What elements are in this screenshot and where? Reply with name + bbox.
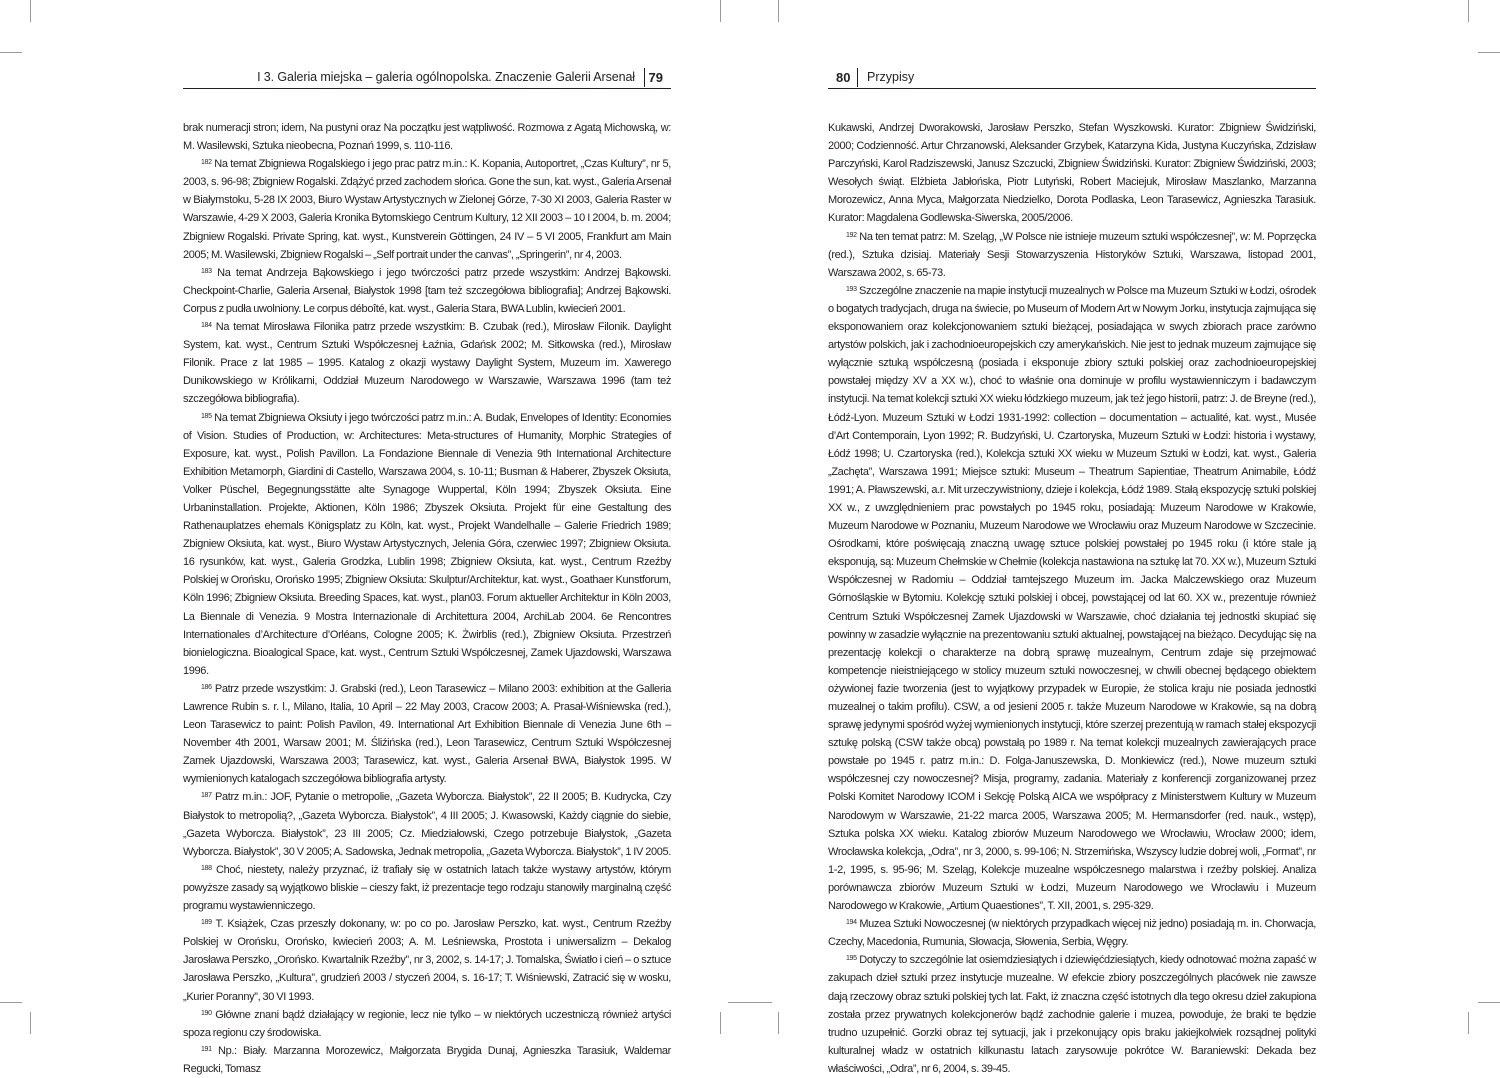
crop-mark: [0, 52, 22, 53]
footnote-number: 194: [846, 919, 857, 927]
footnote-text: T. Książek, Czas przeszły dokonany, w: po co po. Jarosław Perszko, kat. wyst., Centrum Rzeźby Polskiej w Orońsku, Orońsko, kwiecień 2003; A. M. Leśniewska, Prostota i uniwersalizm – Dekalog Jarosława Perszko, „Orońsko. Kwartalnik Rzeźby”, nr 3, 2002, s. 14-17; J. Tomalska, Światło i cień – o sztuce Jarosława Perszko, „Kultura”, grudzień 2003 / styczeń 2004, s. 16-17; T. Wiśniewski, Zatracić się w wosku, „Kurier Poranny”, 30 VI 1993.: [183, 918, 671, 1003]
running-header-title: Przypisy: [867, 70, 915, 84]
crop-mark: [750, 1002, 772, 1003]
crop-mark: [720, 1012, 721, 1034]
footnote: [183, 915, 671, 1005]
footnote-number: 193: [846, 285, 857, 293]
footnote: [828, 228, 1316, 282]
footnote-text: Patrz przede wszystkim: J. Grabski (red.), Leon Tarasewicz – Milano 2003: exhibition at the Galleria Lawrence Rubin s. r. l., Milano, Italia, 10 April – 22 May 2003, Cracow 2003; A. Prasał-Wiśniewska (red.), Leon Tarasewicz to paint: Polish Pavilon, 49. International Art Exhibition Biennale di Venezia June 6th – November 4th 2001, Warsaw 2001; M. Śliźińska (red.), Leon Tarasewicz, Centrum Sztuki Współczesnej Zamek Ujazdowski, Warszawa 2003; Tarasewicz, kat. wyst., Galeria Arsenał BWA, Białystok 1995. W wymienionych katalogach szczegółowa bibliografia artysty.: [183, 682, 671, 786]
footnote-number: 192: [846, 231, 857, 239]
crop-mark: [1468, 1012, 1469, 1034]
footnote: [183, 861, 671, 915]
footnote-continuation: [828, 119, 1316, 228]
footnote-text: Patrz m.in.: JOF, Pytanie o metropolie, „Gazeta Wyborcza. Białystok”, 22 II 2005; B. Kudrycka, Czy Białystok to metropolią?, „Gazeta Wyborcza. Białystok”, 4 III 2005; J. Kwasowski, Każdy ciągnie do siebie, „Gazeta Wyborcza. Białystok”, 23 III 2005; Cz. Miedziałowski, Czego potrzebuje Białystok, „Gazeta Wyborcza. Białystok”, 30 V 2005; A. Sadowska, Jednak metropolia, „Gazeta Wyborcza. Białystok”, 1 IV 2005.: [183, 791, 671, 858]
footnote-text: Główne znani bądź działający w regionie, lecz nie tylko – w niektórych uczestniczą również artyści spoza regionu czy środowiska.: [183, 1008, 671, 1039]
footnote: [183, 264, 671, 318]
footnote-text: Choć, niestety, należy przyznać, iż trafiały się w ostatnich latach także wystawy artystów, którym powyższe zasady są wyjątkowo bliskie – cieszy fakt, iż prezentacje tego rodzaju stanowiły marginalną część programu wystawienniczego.: [183, 863, 671, 913]
footnote: [183, 788, 671, 860]
footnote-text: Na temat Zbigniewa Oksiuty i jego twórczości patrz m.in.: A. Budak, Envelopes of Identity: Economies of Vision. Studies of Production, w: Architectures: Meta-structures of Humanity, Morphic Strategies of Exposure, kat. wyst., Polish Pavillon. La Fondazione Biennale di Venezia 9th International Architecture Exhibition Metamorph, Giardini di Castello, Warszawa 2004, s. 10-11; Busman & Haberer, Zbyszek Oksiuta, Volker Püschel, Begegnungsstätte alte Synagoge Wuppertal, Köln 1994; Zbyszek Oksiuta. Eine Urbaninstallation. Projekte, Aktionen, Köln 1986; Zbyszek Oksiuta. Projekt für eine Gestaltung des Rathenauplatzes ehemals Königsplatz zu Köln, kat. wyst., Projekt Wandelhalle – Galerie Friedrich 1989; Zbigniew Oksiuta, kat. wyst., Biuro Wystaw Artystycznych, Jelenia Góra, czerwiec 1997; Zbigniew Oksiuta. 16 rysunków, kat. wyst., Galeria Grodzka, Lublin 1998; Zbigniew Oksiuta, kat. wyst., Centrum Rzeźby Polskiej w Orońsku, Orońsko 1995; Zbigniew Oksiuta: Skulptur/Architektur, kat. wyst., Goathaer Kunstforum, Köln 1996; Zbigniew Oksiuta. Breeding Spaces, kat. wyst., plan03. Forum aktueller Architektur in Köln 2003, La Biennale di Venezia. 9 Mostra Internazionale di Architettura 2004, ArchiLab 2004. 6e Rencontres Internationales d’Architecture d’Orléans, Cologne 2005; K. Żwirblis (red.), Zbigniew Oksiuta. Przestrzeń bionielogiczna. Bioalogical Space, kat. wyst., Centrum Sztuki Współczesnej, Zamek Ujazdowski, Warszawa 1996.: [183, 411, 671, 677]
footnote-number: 183: [201, 267, 212, 275]
crop-mark: [1478, 52, 1500, 53]
footnote-text: Kukawski, Andrzej Dworakowski, Jarosław Perszko, Stefan Wyszkowski. Kurator: Zbigniew Świdziński, 2000; Codzienność. Artur Chrzanowski, Aleksander Grzybek, Katarzyna Kida, Justyna Kuczyńska, Zdzisław Parczyński, Karol Radziszewski, Janusz Szczucki, Zbigniew Świdziński. Kurator: Zbigniew Świdziński, 2003; Wesołych świąt. Elżbieta Jabłońska, Piotr Lutyński, Robert Maciejuk, Mirosław Maszlanko, Marzanna Morozewicz, Anna Myca, Małgorzata Niedzielko, Dorota Podlaska, Leon Tarasewicz, Agnieszka Tarasiuk. Kurator: Magdalena Godlewska-Siwerska, 2005/2006.: [828, 122, 1316, 225]
footnote-text: Muzea Sztuki Nowoczesnej (w niektórych przypadkach więcej niż jedno) posiadają m. in. Chorwacja, Czechy, Macedonia, Rumunia, Słowacja, Słowenia, Serbia, Węgry.: [828, 918, 1316, 949]
footnote: [828, 915, 1316, 951]
crop-mark: [778, 0, 779, 22]
crop-mark: [30, 1012, 31, 1034]
running-header-title: I 3. Galeria miejska – galeria ogólnopolska. Znaczenie Galerii Arsenał: [257, 70, 635, 84]
footnote-number: 195: [846, 955, 857, 963]
crop-mark: [720, 0, 721, 22]
crop-mark: [728, 1002, 750, 1003]
footnote: [183, 318, 671, 408]
footnote: [183, 155, 671, 264]
footnote: [183, 1042, 671, 1078]
running-header: [828, 68, 1316, 89]
header-separator: [857, 68, 858, 87]
footnote-text: brak numeracji stron; idem, Na pustyni oraz Na początku jest wątpliwość. Rozmowa z Agatą Michowską, w: M. Wasilewski, Sztuka nieobecna, Poznań 1999, s. 110-116.: [183, 122, 671, 153]
endnotes: [183, 119, 671, 1078]
footnote-text: Szczególne znaczenie na mapie instytucji muzealnych w Polsce ma Muzeum Sztuki w Łodzi, ośrodek o bogatych tradycjach, druga na świecie, po Museum of Modern Art w Nowym Jorku, instytucja zajmująca się eksponowaniem oraz kolekcjonowaniem sztuki bieżącej, posiadająca w swych zbiorach prace zarówno artystów polskich, jak i zachodnioeuropejskich czy amerykańskich. Nie jest to jednak muzeum zajmujące się wyłącznie sztuką współczesną (posiada i eksponuje zbiory sztuki polskiej oraz zachodnioeuropejskiej powstałej między XV a XX w.), choć to właśnie ona dominuje w profilu wystawienniczym i badawczym instytucji. Na temat kolekcji sztuki XX wieku łódzkiego muzeum, jak też jego historii, patrz: J. de Breyne (red.), Łódź-Lyon. Muzeum Sztuki w Łodzi 1931-1992: collection – documentation – actualité, kat. wyst., Musée d’Art Contemporain, Lyon 1992; R. Budzyński, U. Czartoryska, Muzeum Sztuki w Łodzi: historia i wystawy, Łódź 1998; U. Czartoryska (red.), Kolekcja sztuki XX wieku w Muzeum Sztuki w Łodzi, kat. wyst., Galeria „Zachęta”, Warszawa 1991; Miejsce sztuki: Museum – Theatrum Sapientiae, Theatrum Animabile, Łódź 1991; A. Pławszewski, a.r. Mit urzeczywistniony, dzieje i kolekcja, Łódź 1989. Stałą ekspozycję sztuki polskiej XX w., z uwzględnieniem prac powstałych po 1945 roku, posiadają: Muzeum Narodowe w Krakowie, Muzeum Narodowe w Poznaniu, Muzeum Narodowe we Wrocławiu oraz Muzeum Narodowe w Szczecinie. Ośrodkami, które poświęcają znaczną uwagę sztuce polskiej powstałej po 1945 roku (i które stale ją eksponują, są: Muzeum Chełmskie w Chełmie (kolekcja nastawiona na sztukę lat 70. XX w.), Muzeum Sztuki Współczesnej w Radomiu – Oddział tamtejszego Muzeum im. Jacka Malczewskiego oraz Muzeum Górnośląskie w Bytomiu. Kolekcję sztuki polskiej i obcej, powstającej od lat 60. XX w., prezentuje również Centrum Sztuki Współczesnej Zamek Ujazdowski w Warszawie, choć działania tej jednostki skupiać się powinny w zasadzie wyłącznie na prezentowaniu sztuki aktualnej, powstającej na bieżąco. Decydując się na prezentację kolekcji o charakterze na dobrą sprawę muzealnym, Centrum zdaje się przejmować kompetencje nieistniejącego w stolicy muzeum sztuki nowoczesnej, w chwili obecnej będącego obiektem ożywionej fazie tworzenia (jest to wyjątkowy przypadek w Europie, że stolica kraju nie posiada jednostki muzealnej o takim profilu). CSW, a od jesieni 2005 r. także Muzeum Narodowe w Krakowie, są na dobrą sprawę jedynymi spośród wyżej wymienionych instytucji, które szerzej prezentują w ramach stałej ekspozycji sztukę polską (CSW także obcą) powstałą po 1989 r. Na temat kolekcji muzealnych zawierających prace powstałe po 1945 r. patrz m.in.: D. Folga-Januszewska, D. Monkiewicz (red.), Nowe muzeum sztuki współczesnej czy nowoczesnej? Misja, programy, zadania. Materiały z konferencji zorganizowanej przez Polski Komitet Narodowy ICOM i Sekcję Polską AICA we współpracy z Ministerstwem Kultury w Muzeum Narodowym w Warszawie, 21-22 marca 2005, Warszawa 2005; M. Hermansdorfer (red. nauk., wstęp), Sztuka polska XX wieku. Katalog zbiorów Muzeum Narodowego we Wrocławiu, Wrocław 2000; idem, Wrocławska kolekcja, „Odra”, nr 3, 2000, s. 99-106; N. Strzemińska, Wszyscy ludzie dobrej woli, „Format”, nr 1-2, 1995, s. 95-96; M. Szeląg, Kolekcje muzealne współczesnego malarstwa i rzeźby polskiej. Analiza porównawcza zbiorów Muzeum Sztuki w Łodzi, Muzeum Narodowego we Wrocławiu i Muzeum Narodowego w Krakowie, „Artium Quaestiones”, T. XII, 2001, s. 295-329.: [828, 284, 1316, 913]
footnote-text: Dotyczy to szczególnie lat osiemdziesiątych i dziewięćdziesiątych, kiedy odnotować można zapaść w zakupach dzieł sztuki przez instytucje muzealne. W efekcie zbiory poszczególnych placówek nie zawsze dają rzeczowy obraz sztuki polskiej tych lat. Fakt, iż znaczna część istotnych dla tego okresu dzieł zakupiona została przez prywatnych kolekcjonerów bądź zachodnie galerie i muzea, powoduje, że braki te będzie trudno uzupełnić. Gorzki obraz tej sytuacji, jak i przekonujący opis braku jakiejkolwiek rozsądnej polityki kulturalnej władz w ostatnich kilkunastu latach zarysowuje pokrótce W. Baraniewski: Dekada bez właściwości, „Odra”, nr 6, 2004, s. 39-45.: [828, 954, 1317, 1075]
footnote-text: Np.: Biały. Marzanna Morozewicz, Małgorzata Brygida Dunaj, Agnieszka Tarasiuk, Waldemar Regucki, Tomasz: [183, 1044, 671, 1075]
footnote-text: Na temat Mirosława Filonika patrz przede wszystkim: B. Czubak (red.), Mirosław Filonik. Daylight System, kat. wyst., Centrum Sztuki Współczesnej Łaźnia, Gdańsk 2002; M. Sitkowska (red.), Mirosław Filonik. Prace z lat 1985 – 1995. Katalog z okazji wystawy Daylight System, Muzeum im. Xawerego Dunikowskiego w Królikarni, Oddział Muzeum Narodowego w Warszawie, Warszawa 1996 (tam też szczegółowa bibliografia).: [183, 321, 671, 406]
header-separator: [644, 68, 645, 87]
footnote-number: 184: [201, 322, 212, 330]
right-page: [828, 68, 1316, 1078]
footnote-text: Na temat Zbigniewa Rogalskiego i jego prac patrz m.in.: K. Kopania, Autoportret, „Czas Kultury”, nr 5, 2003, s. 96-98; Zbigniew Rogalski. Zdążyć przed zachodem słońca. Gone the sun, kat. wyst., Galeria Arsenał w Białymstoku, 5-28 IX 2003, Biuro Wystaw Artystycznych w Zielonej Górze, 7-30 XI 2003, Galeria Raster w Warszawie, 4-29 X 2003, Galeria Kronika Bytomskiego Centrum Kultury, 12 XII 2003 – 10 I 2004, b. m. 2004; Zbigniew Rogalski. Private Spring, kat. wyst., Kunstverein Göttingen, 24 IV – 5 VI 2005, Frankfurt am Main 2005; M. Wasilewski, Zbigniew Rogalski – „Self portrait under the canvas”, „Springerin”, nr 4, 2003.: [183, 158, 671, 261]
footnote: [828, 951, 1316, 1078]
footnote-number: 187: [201, 792, 212, 800]
crop-mark: [0, 1002, 22, 1003]
footnote-number: 185: [201, 412, 212, 420]
crop-mark: [1468, 0, 1469, 22]
footnote-number: 188: [201, 864, 212, 872]
left-page: [183, 68, 671, 1078]
crop-mark: [30, 0, 31, 22]
page-number: 79: [648, 70, 663, 85]
footnote-number: 189: [201, 919, 212, 927]
footnote: [183, 680, 671, 789]
footnote-number: 186: [201, 683, 212, 691]
footnote: [183, 1006, 671, 1042]
footnote: [828, 282, 1316, 915]
page-number: 80: [836, 70, 851, 85]
footnote-text: Na ten temat patrz: M. Szeląg, „W Polsce nie istnieje muzeum sztuki współczesnej”, w: M. Poprzęcka (red.), Sztuka dzisiaj. Materiały Sesji Stowarzyszenia Historyków Sztuki, Warszawa, listopad 2001, Warszawa 2002, s. 65-73.: [828, 230, 1316, 279]
endnotes: [828, 119, 1316, 1078]
footnote-number: 182: [201, 159, 212, 167]
crop-mark: [1478, 1002, 1500, 1003]
crop-mark: [778, 1012, 779, 1034]
footnote: [183, 409, 671, 680]
footnote-number: 191: [201, 1045, 212, 1053]
footnote-text: Na temat Andrzeja Bąkowskiego i jego twórczości patrz przede wszystkim: Andrzej Bąkowski. Checkpoint-Charlie, Galeria Arsenał, Białystok 1998 [tam też szczegółowa bibliografia]; Andrzej Bąkowski. Corpus z pudła uwolniony. Le corpus déboîté, kat. wyst., Galeria Stara, BWA Lublin, kwiecień 2001.: [183, 266, 671, 315]
running-header: [183, 68, 671, 89]
footnote-continuation: [183, 119, 671, 155]
footnote-number: 190: [201, 1009, 212, 1017]
